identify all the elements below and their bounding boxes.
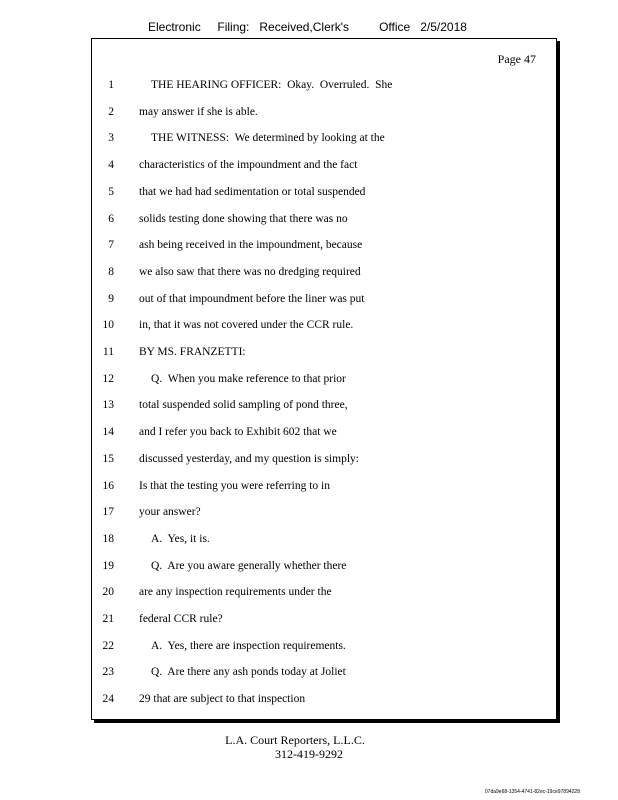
transcript-line [92,609,556,629]
line-number: 7 [108,239,114,252]
line-text: A. Yes, it is. [151,532,210,545]
filing-electronic: Electronic [148,20,201,34]
line-number: 4 [108,159,114,172]
line-number: 23 [102,666,114,679]
line-text: discussed yesterday, and my question is simply: [139,452,359,465]
line-text: A. Yes, there are inspection requirements. [151,639,346,652]
filing-office: Office [379,20,411,34]
line-number: 13 [102,399,114,412]
transcript-line [92,155,556,175]
line-text: in, that it was not covered under the CCR rule. [139,319,354,332]
line-text: total suspended solid sampling of pond three, [139,399,348,412]
filing-received: Received,Clerk's [259,20,350,34]
line-number: 6 [108,212,114,225]
transcript-line [92,582,556,602]
transcript-line [92,529,556,549]
line-number: 3 [108,132,114,145]
transcript-line [92,636,556,656]
line-number: 1 [108,79,114,91]
line-number: 19 [102,559,114,572]
transcript-line [92,342,556,362]
line-text: may answer if she is able. [139,105,258,118]
transcript-line [92,422,556,442]
transcript-line [92,102,556,122]
line-number: 8 [108,265,114,278]
transcript-line [92,395,556,415]
line-number: 12 [102,372,114,385]
line-number: 11 [102,346,114,358]
court-reporter-name: L.A. Court Reporters, L.L.C. [225,733,365,747]
line-text: BY MS. FRANZETTI: [139,346,246,358]
line-text: ash being received in the impoundment, because [139,239,363,252]
line-number: 21 [102,613,114,625]
transcript-page [91,38,557,720]
line-text: out of that impoundment before the liner was put [139,292,365,305]
line-text: characteristics of the impoundment and the fact [139,159,358,172]
transcript-line [92,502,556,522]
transcript-line [92,476,556,496]
transcript-line [92,262,556,282]
document-hash: 07da9e68-1354-4741-82ec-19ce97894228 [484,789,580,795]
transcript-line [92,209,556,229]
transcript-line [92,182,556,202]
court-reporter-phone: 312-419-9292 [275,747,343,761]
line-number: 15 [102,452,114,465]
filing-label: Filing: [217,20,250,34]
page-number: Page 47 [497,52,536,66]
footer [0,733,618,761]
transcript-line [92,315,556,335]
line-number: 9 [108,292,114,305]
line-text: 29 that are subject to that inspection [139,693,306,706]
line-text: and I refer you back to Exhibit 602 that we [139,426,337,439]
line-number: 2 [108,105,114,118]
transcript-line [92,369,556,389]
filing-header [148,20,467,34]
line-number: 20 [102,586,114,599]
line-number: 18 [102,532,114,545]
transcript-line [92,662,556,682]
line-text: Is that the testing you were referring to in [139,479,330,492]
line-number: 5 [108,185,114,198]
line-number: 16 [102,479,114,492]
transcript-line [92,75,556,95]
line-text: THE HEARING OFFICER: Okay. Overruled. She [151,79,393,91]
line-text: your answer? [139,506,201,519]
line-text: are any inspection requirements under the [139,586,332,599]
line-number: 17 [102,506,114,519]
line-number: 14 [102,426,114,439]
line-number: 22 [102,639,114,652]
transcript-line [92,235,556,255]
line-text: Q. When you make reference to that prior [151,372,346,385]
line-text: federal CCR rule? [139,613,223,625]
transcript-line [92,289,556,309]
line-text: Q. Are there any ash ponds today at Joliet [151,666,346,679]
transcript-line [92,128,556,148]
line-text: that we had had sedimentation or total suspended [139,185,366,198]
line-text: we also saw that there was no dredging required [139,265,361,278]
line-number: 10 [102,319,114,332]
filing-date: 2/5/2018 [420,20,467,34]
line-text: THE WITNESS: We determined by looking at the [151,132,385,145]
line-text: Q. Are you aware generally whether there [151,559,347,572]
transcript-line [92,689,556,709]
line-number: 24 [102,693,114,706]
line-text: solids testing done showing that there was no [139,212,348,225]
transcript-line [92,556,556,576]
transcript-line [92,449,556,469]
